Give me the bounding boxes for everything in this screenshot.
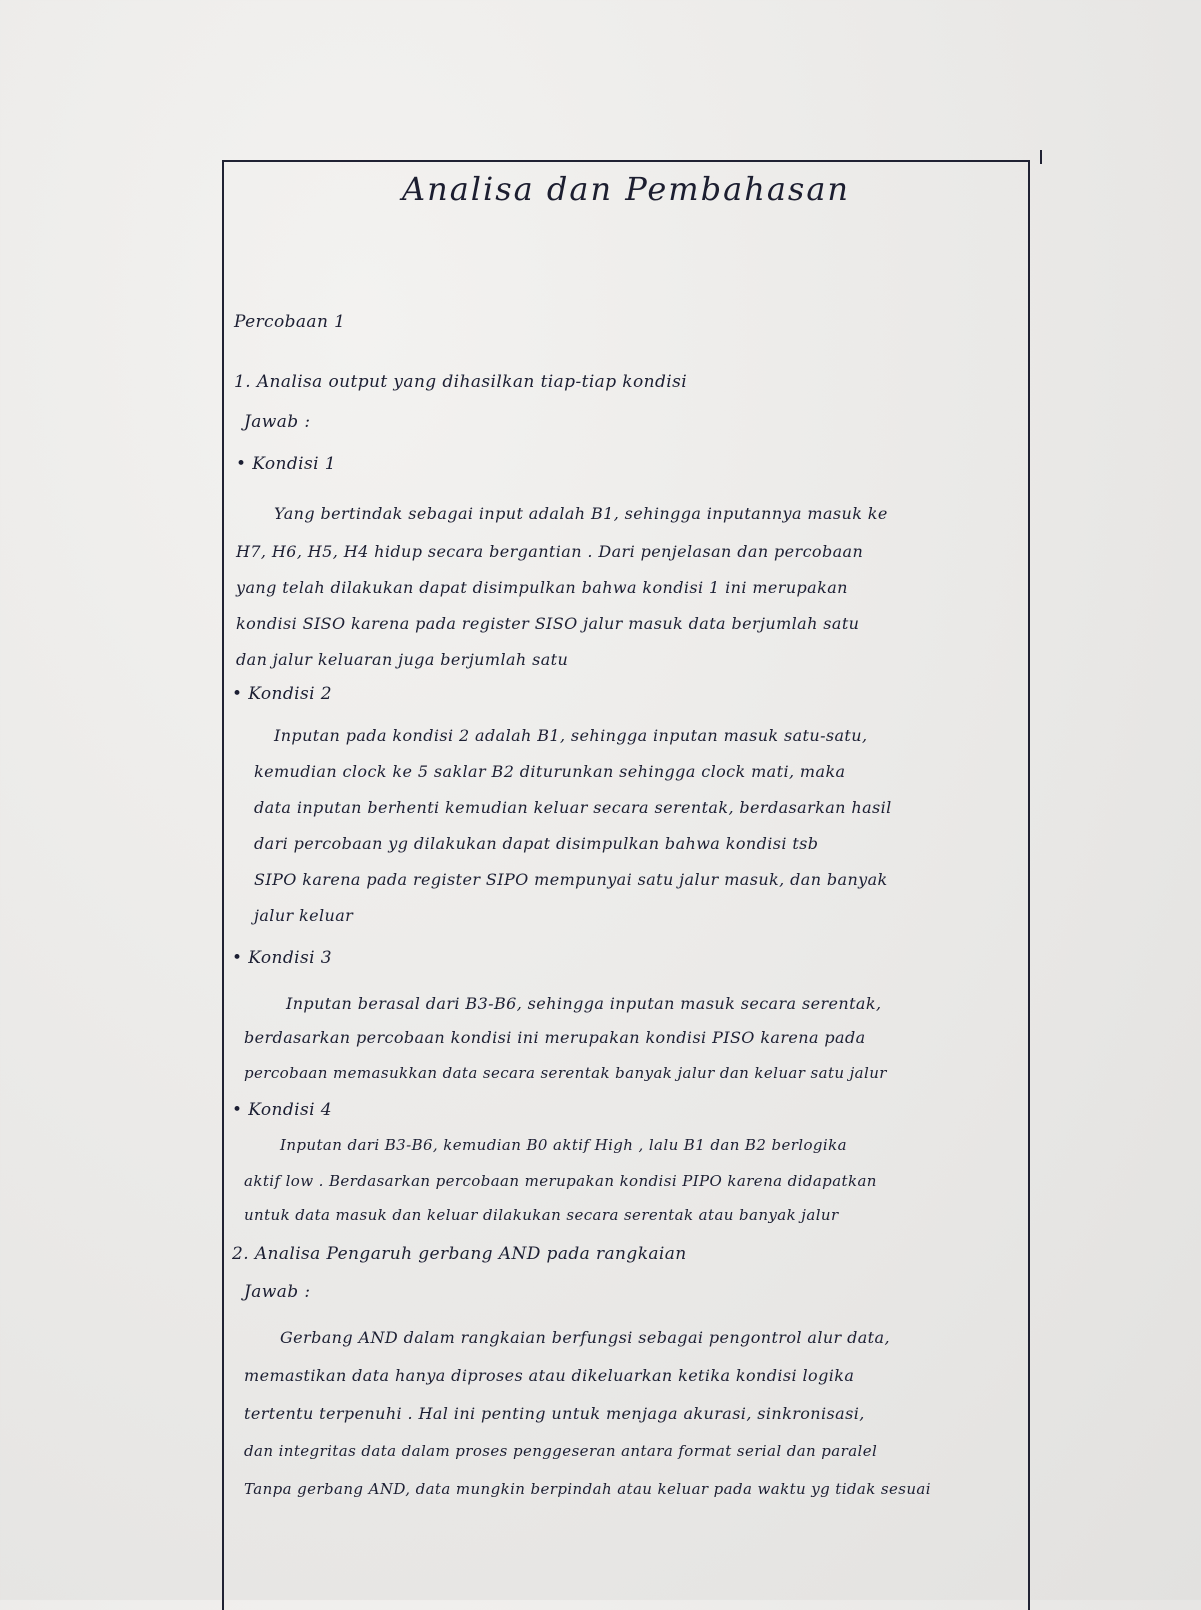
answer-2-line: tertentu terpenuhi . Hal ini penting untuk menjaga akurasi, sinkronisasi, [244, 1404, 865, 1423]
answer-2-line: Tanpa gerbang AND, data mungkin berpindah atau keluar pada waktu yg tidak sesuai [244, 1480, 931, 1498]
condition-4-line: untuk data masuk dan keluar dilakukan secara serentak atau banyak jalur [244, 1206, 839, 1224]
answer-label-2: Jawab : [244, 1282, 311, 1302]
condition-1-line: yang telah dilakukan dapat disimpulkan bahwa kondisi 1 ini merupakan [236, 578, 848, 597]
answer-2-line: Gerbang AND dalam rangkaian berfungsi sebagai pengontrol alur data, [280, 1328, 890, 1347]
question-1: 1. Analisa output yang dihasilkan tiap-tiap kondisi [234, 372, 688, 392]
condition-4-line: Inputan dari B3-B6, kemudian B0 aktif High , lalu B1 dan B2 berlogika [280, 1136, 847, 1154]
condition-1-line: Yang bertindak sebagai input adalah B1, sehingga inputannya masuk ke [274, 504, 888, 523]
condition-4-heading: • Kondisi 4 [232, 1100, 332, 1120]
condition-1-line: kondisi SISO karena pada register SISO jalur masuk data berjumlah satu [236, 614, 860, 633]
condition-2-heading: • Kondisi 2 [232, 684, 332, 704]
condition-2-line: Inputan pada kondisi 2 adalah B1, sehingga inputan masuk satu-satu, [274, 726, 868, 745]
experiment-heading: Percobaan 1 [234, 312, 346, 332]
condition-2-line: jalur keluar [254, 906, 354, 925]
condition-1-heading: • Kondisi 1 [236, 454, 336, 474]
handwritten-page [222, 160, 1030, 1610]
condition-3-line: berdasarkan percobaan kondisi ini merupakan kondisi PISO karena pada [244, 1028, 866, 1047]
question-2: 2. Analisa Pengaruh gerbang AND pada rangkaian [232, 1244, 687, 1264]
condition-2-line: data inputan berhenti kemudian keluar secara serentak, berdasarkan hasil [254, 798, 892, 817]
answer-2-line: memastikan data hanya diproses atau dikeluarkan ketika kondisi logika [244, 1366, 855, 1385]
condition-2-line: SIPO karena pada register SIPO mempunyai satu jalur masuk, dan banyak [254, 870, 888, 889]
page-title: Analisa dan Pembahasan [401, 170, 850, 208]
condition-2-line: kemudian clock ke 5 saklar B2 diturunkan sehingga clock mati, maka [254, 762, 846, 781]
condition-3-line: Inputan berasal dari B3-B6, sehingga inputan masuk secara serentak, [286, 994, 882, 1013]
answer-label-1: Jawab : [244, 412, 311, 432]
condition-3-heading: • Kondisi 3 [232, 948, 332, 968]
condition-2-line: dari percobaan yg dilakukan dapat disimpulkan bahwa kondisi tsb [254, 834, 819, 853]
condition-1-line: H7, H6, H5, H4 hidup secara bergantian . Dari penjelasan dan percobaan [236, 542, 864, 561]
condition-4-line: aktif low . Berdasarkan percobaan merupakan kondisi PIPO karena didapatkan [244, 1172, 877, 1190]
answer-2-line: dan integritas data dalam proses penggeseran antara format serial dan paralel [244, 1442, 878, 1460]
condition-1-line: dan jalur keluaran juga berjumlah satu [236, 650, 569, 669]
condition-3-line: percobaan memasukkan data secara serentak banyak jalur dan keluar satu jalur [244, 1064, 887, 1082]
page-border-tick [1040, 150, 1042, 164]
